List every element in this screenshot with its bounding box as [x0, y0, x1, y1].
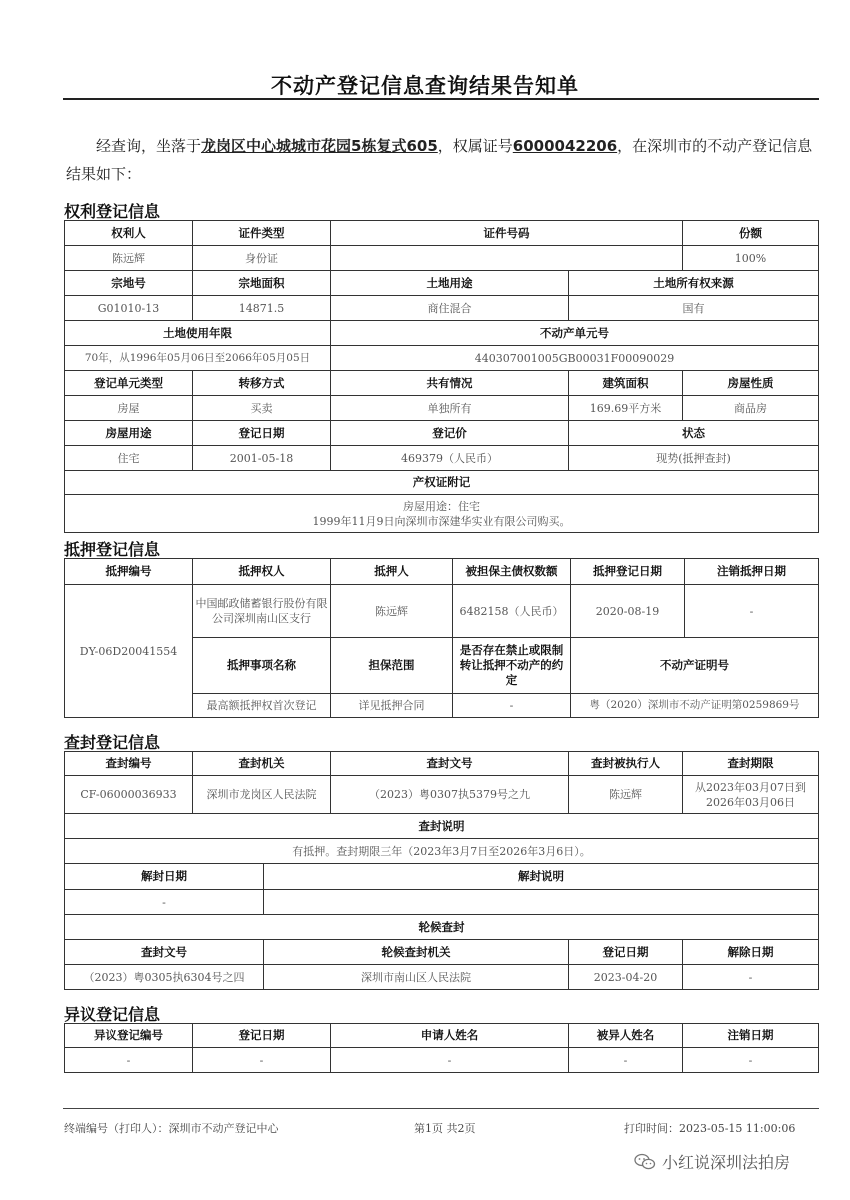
table-row — [65, 271, 819, 296]
objection-cancel-value: - — [683, 1048, 819, 1073]
reg-date-header: 登记日期 — [193, 421, 331, 446]
table-row — [65, 371, 819, 396]
objection-no-header: 异议登记编号 — [65, 1024, 193, 1048]
seizure-no-value: CF-06000036933 — [65, 776, 193, 814]
intro-mid: ，权属证号 — [437, 137, 513, 155]
table-row — [65, 915, 819, 940]
seizure-table — [64, 751, 819, 990]
footer-terminal: 终端编号（打印人）：深圳市不动产登记中心 — [64, 1122, 279, 1135]
release-date-value: - — [65, 890, 264, 915]
table-row — [65, 585, 819, 638]
land-term-header: 土地使用年限 — [65, 321, 331, 346]
co-ownership-header: 共有情况 — [331, 371, 569, 396]
applicant-value: - — [331, 1048, 569, 1073]
floor-area-header: 建筑面积 — [569, 371, 683, 396]
co-ownership-value: 单独所有 — [331, 396, 569, 421]
wait-authority-header: 轮候查封机关 — [264, 940, 569, 965]
transfer-restriction-value: - — [453, 694, 571, 718]
objection-cancel-header: 注销日期 — [683, 1024, 819, 1048]
objection-no-value: - — [65, 1048, 193, 1073]
rights-section-title: 权利登记信息 — [64, 202, 161, 221]
seizure-section-title: 查封登记信息 — [64, 733, 161, 752]
note-line-2: 1999年11月9日向深圳市深建华实业有限公司购买。 — [312, 514, 571, 528]
parcel-no-header: 宗地号 — [65, 271, 193, 296]
table-row — [65, 890, 819, 915]
cancel-date-value: - — [685, 585, 819, 638]
guarantee-scope-value: 详见抵押合同 — [331, 694, 453, 718]
objection-table — [64, 1023, 819, 1073]
parcel-area-header: 宗地面积 — [193, 271, 331, 296]
mortgagor-header: 抵押人 — [331, 559, 453, 585]
table-row — [65, 940, 819, 965]
status-value: 现势(抵押查封) — [569, 446, 819, 471]
seizure-doc-value: （2023）粤0307执5379号之九 — [331, 776, 569, 814]
table-row — [65, 495, 819, 533]
transfer-value: 买卖 — [193, 396, 331, 421]
rights-table — [64, 220, 819, 533]
seizure-party-value: 陈远辉 — [569, 776, 683, 814]
secured-amount-value: 6482158（人民币） — [453, 585, 571, 638]
unit-type-value: 房屋 — [65, 396, 193, 421]
mortgagee-value: 中国邮政储蓄银行股份有限公司深圳南山区支行 — [193, 585, 331, 638]
holder-value: 陈远辉 — [65, 246, 193, 271]
intro-suffix: ，在深圳市的不动产登记信息结果如下： — [66, 137, 813, 183]
table-row — [65, 559, 819, 585]
secured-amount-header: 被担保主债权数额 — [453, 559, 571, 585]
property-proof-header: 不动产证明号 — [571, 638, 819, 694]
unit-no-header: 不动产单元号 — [331, 321, 819, 346]
transfer-header: 转移方式 — [193, 371, 331, 396]
house-nature-value: 商品房 — [683, 396, 819, 421]
id-number-header: 证件号码 — [331, 221, 683, 246]
table-row — [65, 752, 819, 776]
table-row — [65, 421, 819, 446]
id-number-value — [331, 246, 683, 271]
house-use-value: 住宅 — [65, 446, 193, 471]
release-desc-value — [264, 890, 819, 915]
table-row — [65, 1048, 819, 1073]
respondent-value: - — [569, 1048, 683, 1073]
land-use-header: 土地用途 — [331, 271, 569, 296]
objection-date-value: - — [193, 1048, 331, 1073]
mortgage-table — [64, 558, 819, 718]
land-use-value: 商住混合 — [331, 296, 569, 321]
waiting-seizure-header: 轮候查封 — [65, 915, 819, 940]
note-line-1: 房屋用途：住宅 — [403, 499, 480, 513]
transfer-restriction-header: 是否存在禁止或限制转让抵押不动产的约定 — [453, 638, 571, 694]
unit-type-header: 登记单元类型 — [65, 371, 193, 396]
seizure-authority-value: 深圳市龙岗区人民法院 — [193, 776, 331, 814]
seizure-desc-header: 查封说明 — [65, 814, 819, 839]
reg-price-value: 469379（人民币） — [331, 446, 569, 471]
seizure-desc-value: 有抵押。查封期限三年（2023年3月7日至2026年3月6日）。 — [65, 839, 819, 864]
table-row — [65, 1024, 819, 1048]
mortgage-no-value: DY-06D20041554 — [65, 585, 193, 718]
land-ownership-header: 土地所有权来源 — [569, 271, 819, 296]
table-row — [65, 776, 819, 814]
land-ownership-value: 国有 — [569, 296, 819, 321]
objection-date-header: 登记日期 — [193, 1024, 331, 1048]
share-value: 100% — [683, 246, 819, 271]
table-row — [65, 965, 819, 990]
mortgage-section-title: 抵押登记信息 — [64, 540, 161, 559]
house-use-header: 房屋用途 — [65, 421, 193, 446]
table-row — [65, 446, 819, 471]
property-location: 龙岗区中心城城市花园5栋复式605 — [201, 137, 438, 155]
mortgage-no-header: 抵押编号 — [65, 559, 193, 585]
wechat-icon — [634, 1153, 656, 1171]
wait-authority-value: 深圳市南山区人民法院 — [264, 965, 569, 990]
land-term-value: 70年，从1996年05月06日至2066年05月05日 — [65, 346, 331, 371]
reg-price-header: 登记价 — [331, 421, 569, 446]
certificate-note — [65, 495, 819, 533]
seizure-doc-header: 查封文号 — [331, 752, 569, 776]
table-row — [65, 296, 819, 321]
footer-divider — [63, 1108, 819, 1109]
table-row — [65, 471, 819, 495]
wait-release-date-value: - — [683, 965, 819, 990]
objection-section-title: 异议登记信息 — [64, 1005, 161, 1024]
table-row — [65, 396, 819, 421]
respondent-header: 被异人姓名 — [569, 1024, 683, 1048]
seizure-term-header: 查封期限 — [683, 752, 819, 776]
mortgagee-header: 抵押权人 — [193, 559, 331, 585]
seizure-term-value: 从2023年03月07日到2026年03月06日 — [683, 776, 819, 814]
house-nature-header: 房屋性质 — [683, 371, 819, 396]
parcel-no-value: G01010-13 — [65, 296, 193, 321]
id-type-value: 身份证 — [193, 246, 331, 271]
share-header: 份额 — [683, 221, 819, 246]
table-row — [65, 839, 819, 864]
parcel-area-value: 14871.5 — [193, 296, 331, 321]
mortgage-item-value: 最高额抵押权首次登记 — [193, 694, 331, 718]
seizure-authority-header: 查封机关 — [193, 752, 331, 776]
unit-no-value: 440307001005GB00031F00090029 — [331, 346, 819, 371]
table-row — [65, 246, 819, 271]
mortgagor-value: 陈远辉 — [331, 585, 453, 638]
wait-release-date-header: 解除日期 — [683, 940, 819, 965]
release-date-header: 解封日期 — [65, 864, 264, 890]
seizure-party-header: 查封被执行人 — [569, 752, 683, 776]
applicant-header: 申请人姓名 — [331, 1024, 569, 1048]
status-header: 状态 — [569, 421, 819, 446]
table-row — [65, 221, 819, 246]
id-type-header: 证件类型 — [193, 221, 331, 246]
certificate-note-header: 产权证附记 — [65, 471, 819, 495]
guarantee-scope-header: 担保范围 — [331, 638, 453, 694]
footer-page: 第1页 共2页 — [414, 1122, 476, 1135]
table-row — [65, 321, 819, 346]
wait-doc-value: （2023）粤0305执6304号之四 — [65, 965, 264, 990]
mortgage-date-header: 抵押登记日期 — [571, 559, 685, 585]
certificate-number: 6000042206 — [512, 137, 618, 155]
holder-header: 权利人 — [65, 221, 193, 246]
intro-paragraph — [66, 132, 818, 188]
reg-date-value: 2001-05-18 — [193, 446, 331, 471]
mortgage-date-value: 2020-08-19 — [571, 585, 685, 638]
footer-print-time: 打印时间：2023-05-15 11:00:06 — [624, 1122, 796, 1135]
watermark — [634, 1150, 790, 1173]
cancel-date-header: 注销抵押日期 — [685, 559, 819, 585]
table-row — [65, 864, 819, 890]
table-row — [65, 346, 819, 371]
property-proof-value: 粤（2020）深圳市不动产证明第0259869号 — [571, 694, 819, 718]
wait-reg-date-header: 登记日期 — [569, 940, 683, 965]
floor-area-value: 169.69平方米 — [569, 396, 683, 421]
watermark-text: 小红说深圳法拍房 — [662, 1153, 791, 1172]
document-title: 不动产登记信息查询结果告知单 — [271, 74, 579, 98]
seizure-no-header: 查封编号 — [65, 752, 193, 776]
table-row — [65, 814, 819, 839]
mortgage-item-header: 抵押事项名称 — [193, 638, 331, 694]
release-desc-header: 解封说明 — [264, 864, 819, 890]
wait-reg-date-value: 2023-04-20 — [569, 965, 683, 990]
title-divider — [63, 98, 819, 100]
intro-prefix: 经查询，坐落于 — [96, 137, 202, 155]
wait-doc-header: 查封文号 — [65, 940, 264, 965]
